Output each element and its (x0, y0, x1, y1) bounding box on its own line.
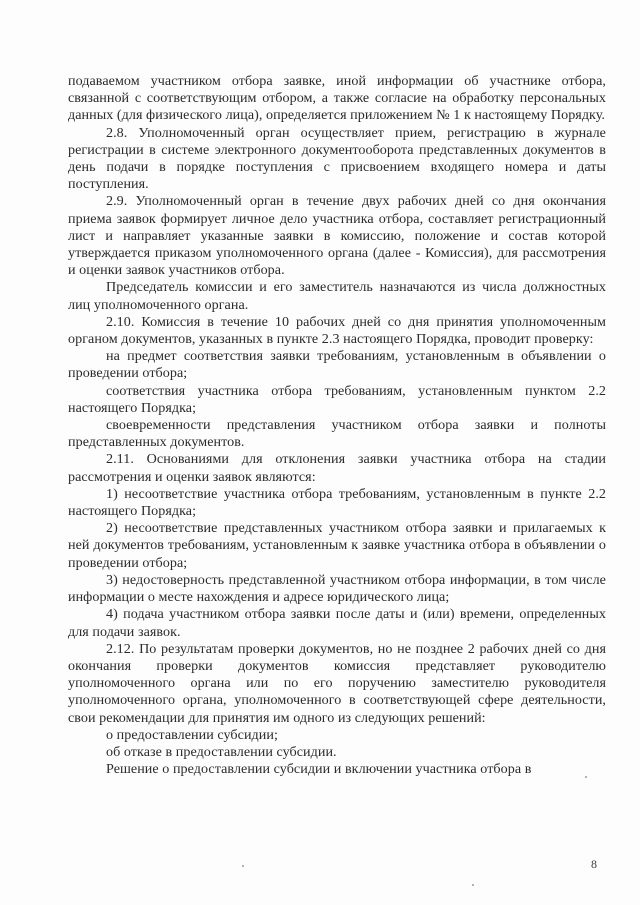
scan-speck (472, 884, 474, 886)
paragraph-2-12-item-b: об отказе в предоставлении субсидии. (106, 743, 337, 760)
paragraph-2-11-item-2: 2) несоответствие представленных участником отбора заявки и прилагаемых к ней документов требованиям, установленным к заявке участника отбора в объявлении о проведении отбора; (68, 520, 606, 571)
scan-speck (242, 865, 244, 867)
paragraph-2-8: 2.8. Уполномоченный орган осуществляет прием, регистрацию в журнале регистрации в системе электронного документооборота представленных документов в день подачи в порядке поступления с присвоением входящего номера и даты поступления. (68, 124, 606, 193)
paragraph-2-12-item-a: о предоставлении субсидии; (106, 726, 278, 743)
paragraph-2-10-item-c: своевременности представления участником отбора заявки и полноты представленных документов. (68, 417, 606, 451)
paragraph-2-10-item-a: на предмет соответствия заявки требованиям, установленным в объявлении о проведении отбора; (68, 348, 606, 382)
paragraph-continuation: подаваемом участником отбора заявке, иной информации об участнике отбора, связанной с соответствующим отбором, а также согласие на обработку персональных данных (для физического лица), определяется приложением № 1 к настоящему Порядку. (68, 73, 606, 124)
document-body (68, 73, 606, 778)
paragraph-2-11-item-4: 4) подача участником отбора заявки после даты и (или) времени, определенных для подачи заявок. (68, 606, 606, 640)
paragraph-2-11-item-1: 1) несоответствие участника отбора требованиям, установленным в пункте 2.2 настоящего Порядка; (68, 485, 606, 520)
paragraph-decision: Решение о предоставлении субсидии и включении участника отбора в (106, 761, 532, 778)
scan-speck (585, 776, 587, 778)
paragraph-2-10-item-b: соответствия участника отбора требованиям, установленным пунктом 2.2 настоящего Порядка; (68, 382, 606, 416)
paragraph-2-12: 2.12. По результатам проверки документов, но не позднее 2 рабочих дней со дня окончания проверки документов комиссия представляет руководителю уполномоченного органа или по его поручению заместителю руководителя уполномоченного органа, уполномоченного в соответствующей сфере деятельности, свои рекомендации для принятия им одного из следующих решений: (68, 640, 606, 726)
paragraph-2-11-item-3: 3) недостоверность представленной участником отбора информации, в том числе информации о месте нахождения и адресе юридического лица; (68, 571, 606, 606)
paragraph-2-9-chair: Председатель комиссии и его заместитель назначаются из числа должностных лиц уполномоченного органа. (68, 279, 606, 313)
page-number: 8 (591, 857, 597, 871)
paragraph-2-11: 2.11. Основаниями для отклонения заявки участника отбора на стадии рассмотрения и оценки заявок являются: (68, 451, 606, 485)
paragraph-2-9: 2.9. Уполномоченный орган в течение двух рабочих дней со дня окончания приема заявок формирует личное дело участника отбора, составляет регистрационный лист и направляет указанные заявки в комиссию, положение и состав которой утверждается приказом уполномоченного органа (далее - Комиссия), для рассмотрения и оценки заявок участников отбора. (68, 193, 606, 279)
paragraph-2-10: 2.10. Комиссия в течение 10 рабочих дней со дня принятия уполномоченным органом документов, указанных в пункте 2.3 настоящего Порядка, проводит проверку: (68, 313, 606, 348)
